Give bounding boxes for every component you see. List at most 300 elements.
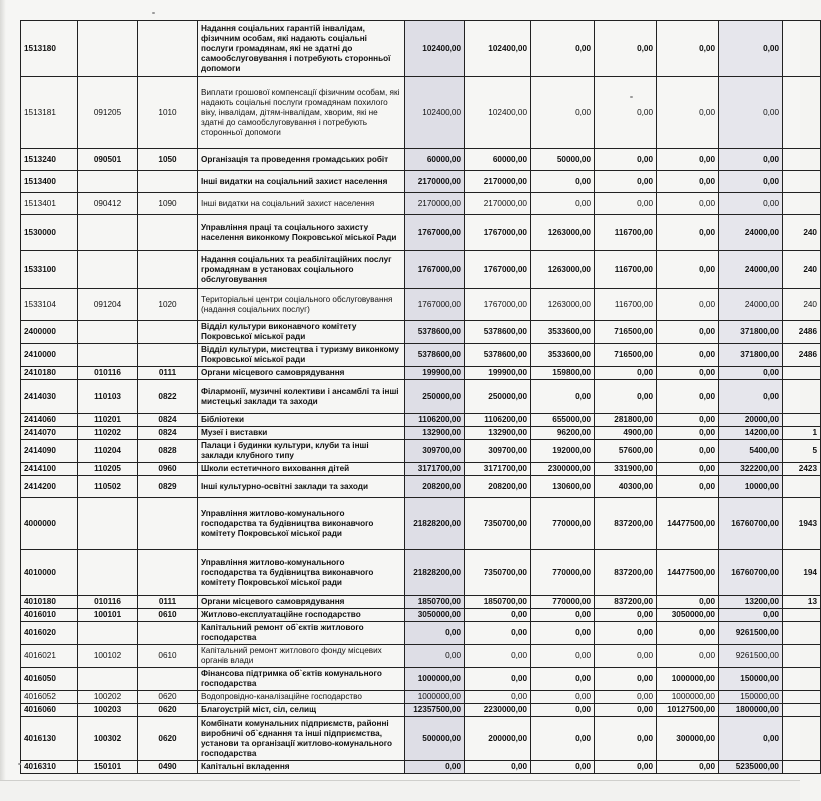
cell-utilities: 57600,00 <box>595 440 657 463</box>
cell-utilities: 0,00 <box>595 609 657 622</box>
cell-salary: 0,00 <box>531 704 595 717</box>
cell-kekv-code: 0960 <box>138 463 198 476</box>
cell-overflow: 240 <box>783 251 821 289</box>
cell-name: Виплати грошової компенсації фізичним особам, які надають соціальні послуги громадянам похилого віку, інвалідам, дітям-інвалідам, хворим, які не здатні до самообслуговування і потребують сторонньої допомоги <box>198 77 405 149</box>
cell-program-code: 2414070 <box>21 427 78 440</box>
cell-name: Фінансова підтримка об`єктів комунального господарства <box>198 668 405 691</box>
cell-overflow <box>783 761 821 774</box>
cell-special-fund: 14200,00 <box>719 427 783 440</box>
cell-kfk-code: 010116 <box>78 596 138 609</box>
cell-general-fund: 1850700,00 <box>465 596 531 609</box>
table-row <box>21 427 821 440</box>
cell-program-code: 4016060 <box>21 704 78 717</box>
cell-program-code: 4016050 <box>21 668 78 691</box>
cell-kfk-code <box>78 321 138 344</box>
cell-development: 0,00 <box>657 596 719 609</box>
cell-salary: 0,00 <box>531 761 595 774</box>
cell-program-code: 1530000 <box>21 215 78 251</box>
cell-salary: 0,00 <box>531 380 595 414</box>
scan-speck <box>152 12 155 14</box>
cell-kekv-code: 0111 <box>138 596 198 609</box>
table-row <box>21 171 821 193</box>
cell-overflow <box>783 704 821 717</box>
cell-total: 2170000,00 <box>405 193 465 215</box>
cell-total: 60000,00 <box>405 149 465 171</box>
cell-kfk-code: 110202 <box>78 427 138 440</box>
cell-development: 0,00 <box>657 463 719 476</box>
cell-overflow <box>783 21 821 77</box>
cell-total: 500000,00 <box>405 717 465 761</box>
cell-overflow <box>783 171 821 193</box>
table-row <box>21 645 821 668</box>
cell-program-code: 4016130 <box>21 717 78 761</box>
cell-overflow: 194 <box>783 550 821 596</box>
cell-kekv-code <box>138 668 198 691</box>
cell-total: 102400,00 <box>405 21 465 77</box>
scan-speck <box>630 96 633 98</box>
table-row <box>21 289 821 321</box>
cell-program-code: 1513240 <box>21 149 78 171</box>
table-row <box>21 77 821 149</box>
cell-general-fund: 0,00 <box>465 668 531 691</box>
cell-program-code: 1513400 <box>21 171 78 193</box>
cell-general-fund: 2170000,00 <box>465 193 531 215</box>
page-bottom-edge <box>0 780 800 801</box>
cell-program-code: 1513180 <box>21 21 78 77</box>
cell-salary: 770000,00 <box>531 596 595 609</box>
cell-total: 5378600,00 <box>405 321 465 344</box>
cell-name: Органи місцевого самоврядування <box>198 367 405 380</box>
cell-utilities: 0,00 <box>595 622 657 645</box>
cell-kfk-code: 100302 <box>78 717 138 761</box>
cell-kfk-code: 100101 <box>78 609 138 622</box>
cell-general-fund: 2230000,00 <box>465 704 531 717</box>
cell-name: Управління житлово-комунального господарства та будівництва виконавчого комітету Покровської міської ради <box>198 498 405 550</box>
cell-kfk-code <box>78 344 138 367</box>
budget-table <box>20 20 821 774</box>
cell-salary: 96200,00 <box>531 427 595 440</box>
cell-total: 102400,00 <box>405 77 465 149</box>
cell-special-fund: 0,00 <box>719 193 783 215</box>
cell-general-fund: 7350700,00 <box>465 498 531 550</box>
cell-development: 0,00 <box>657 77 719 149</box>
cell-kfk-code <box>78 550 138 596</box>
cell-special-fund: 16760700,00 <box>719 498 783 550</box>
cell-overflow <box>783 380 821 414</box>
cell-development: 0,00 <box>657 367 719 380</box>
cell-development: 10127500,00 <box>657 704 719 717</box>
cell-overflow <box>783 691 821 704</box>
table-row <box>21 251 821 289</box>
cell-kfk-code: 150101 <box>78 761 138 774</box>
cell-kekv-code: 0610 <box>138 645 198 668</box>
cell-kfk-code: 110201 <box>78 414 138 427</box>
cell-total: 5378600,00 <box>405 344 465 367</box>
cell-name: Школи естетичного виховання дітей <box>198 463 405 476</box>
cell-program-code: 4016052 <box>21 691 78 704</box>
cell-kekv-code: 0620 <box>138 717 198 761</box>
cell-program-code: 2414100 <box>21 463 78 476</box>
cell-total: 1000000,00 <box>405 691 465 704</box>
cell-salary: 0,00 <box>531 193 595 215</box>
cell-overflow <box>783 645 821 668</box>
cell-salary: 0,00 <box>531 21 595 77</box>
cell-utilities: 0,00 <box>595 149 657 171</box>
cell-total: 3171700,00 <box>405 463 465 476</box>
cell-special-fund: 322200,00 <box>719 463 783 476</box>
cell-development: 1000000,00 <box>657 691 719 704</box>
cell-total: 1000000,00 <box>405 668 465 691</box>
cell-salary: 1263000,00 <box>531 251 595 289</box>
table-row <box>21 550 821 596</box>
cell-salary: 0,00 <box>531 77 595 149</box>
cell-general-fund: 7350700,00 <box>465 550 531 596</box>
cell-kekv-code <box>138 215 198 251</box>
cell-salary: 130600,00 <box>531 476 595 498</box>
cell-kfk-code: 090412 <box>78 193 138 215</box>
table-row <box>21 193 821 215</box>
cell-salary: 770000,00 <box>531 550 595 596</box>
cell-development: 0,00 <box>657 344 719 367</box>
cell-utilities: 116700,00 <box>595 289 657 321</box>
cell-name: Капітальний ремонт об`єктів житлового господарства <box>198 622 405 645</box>
cell-total: 3050000,00 <box>405 609 465 622</box>
cell-kfk-code <box>78 498 138 550</box>
cell-overflow <box>783 367 821 380</box>
cell-overflow <box>783 476 821 498</box>
cell-special-fund: 0,00 <box>719 149 783 171</box>
cell-name: Інші видатки на соціальний захист населення <box>198 193 405 215</box>
cell-general-fund: 0,00 <box>465 761 531 774</box>
table-row <box>21 344 821 367</box>
cell-program-code: 1513401 <box>21 193 78 215</box>
cell-total: 309700,00 <box>405 440 465 463</box>
cell-utilities: 0,00 <box>595 645 657 668</box>
table-row <box>21 21 821 77</box>
cell-overflow: 2486 <box>783 344 821 367</box>
cell-program-code: 4016010 <box>21 609 78 622</box>
cell-overflow <box>783 622 821 645</box>
budget-table-body <box>21 21 821 774</box>
cell-total: 0,00 <box>405 761 465 774</box>
cell-total: 1767000,00 <box>405 251 465 289</box>
cell-overflow: 1 <box>783 427 821 440</box>
cell-development: 14477500,00 <box>657 550 719 596</box>
cell-overflow <box>783 414 821 427</box>
table-row <box>21 215 821 251</box>
cell-kekv-code: 0620 <box>138 691 198 704</box>
cell-kfk-code: 091204 <box>78 289 138 321</box>
scan-speck <box>18 763 21 765</box>
cell-salary: 0,00 <box>531 691 595 704</box>
cell-utilities: 716500,00 <box>595 321 657 344</box>
cell-special-fund: 13200,00 <box>719 596 783 609</box>
cell-total: 199900,00 <box>405 367 465 380</box>
cell-kfk-code: 090501 <box>78 149 138 171</box>
cell-name: Бібліотеки <box>198 414 405 427</box>
cell-total: 2170000,00 <box>405 171 465 193</box>
cell-general-fund: 199900,00 <box>465 367 531 380</box>
cell-program-code: 1533104 <box>21 289 78 321</box>
cell-name: Відділ культури, мистецтва і туризму виконкому Покровської міської ради <box>198 344 405 367</box>
cell-kfk-code: 110204 <box>78 440 138 463</box>
cell-salary: 159800,00 <box>531 367 595 380</box>
cell-utilities: 0,00 <box>595 367 657 380</box>
cell-kekv-code <box>138 21 198 77</box>
cell-kekv-code <box>138 498 198 550</box>
table-row <box>21 668 821 691</box>
cell-name: Управління житлово-комунального господарства та будівництва виконавчого комітету Покровської міської ради <box>198 550 405 596</box>
cell-utilities: 0,00 <box>595 717 657 761</box>
cell-development: 0,00 <box>657 427 719 440</box>
cell-development: 0,00 <box>657 380 719 414</box>
cell-special-fund: 371800,00 <box>719 321 783 344</box>
cell-salary: 1263000,00 <box>531 215 595 251</box>
cell-development: 0,00 <box>657 215 719 251</box>
cell-utilities: 0,00 <box>595 21 657 77</box>
cell-special-fund: 0,00 <box>719 367 783 380</box>
cell-kekv-code: 1010 <box>138 77 198 149</box>
cell-total: 1767000,00 <box>405 289 465 321</box>
cell-utilities: 331900,00 <box>595 463 657 476</box>
cell-overflow <box>783 717 821 761</box>
cell-program-code: 2414030 <box>21 380 78 414</box>
cell-name: Музеї і виставки <box>198 427 405 440</box>
cell-utilities: 0,00 <box>595 704 657 717</box>
cell-special-fund: 5235000,00 <box>719 761 783 774</box>
cell-utilities: 0,00 <box>595 77 657 149</box>
cell-total: 1850700,00 <box>405 596 465 609</box>
cell-name: Територіальні центри соціального обслуговування (надання соціальних послуг) <box>198 289 405 321</box>
cell-name: Органи місцевого самоврядування <box>198 596 405 609</box>
cell-development: 0,00 <box>657 440 719 463</box>
table-row <box>21 414 821 427</box>
cell-program-code: 2414200 <box>21 476 78 498</box>
cell-general-fund: 0,00 <box>465 622 531 645</box>
cell-special-fund: 20000,00 <box>719 414 783 427</box>
cell-development: 0,00 <box>657 21 719 77</box>
cell-utilities: 0,00 <box>595 691 657 704</box>
cell-program-code: 2414060 <box>21 414 78 427</box>
cell-name: Капітальний ремонт житлового фонду місцевих органів влади <box>198 645 405 668</box>
cell-kekv-code: 1020 <box>138 289 198 321</box>
cell-general-fund: 200000,00 <box>465 717 531 761</box>
cell-general-fund: 0,00 <box>465 691 531 704</box>
cell-special-fund: 0,00 <box>719 171 783 193</box>
cell-general-fund: 208200,00 <box>465 476 531 498</box>
cell-kekv-code: 0620 <box>138 704 198 717</box>
cell-kekv-code: 1090 <box>138 193 198 215</box>
cell-total: 0,00 <box>405 645 465 668</box>
cell-program-code: 4016020 <box>21 622 78 645</box>
table-row <box>21 622 821 645</box>
cell-kfk-code: 010116 <box>78 367 138 380</box>
cell-kekv-code: 0490 <box>138 761 198 774</box>
cell-overflow: 2486 <box>783 321 821 344</box>
cell-overflow: 1943 <box>783 498 821 550</box>
cell-kekv-code <box>138 321 198 344</box>
cell-general-fund: 1106200,00 <box>465 414 531 427</box>
cell-special-fund: 24000,00 <box>719 251 783 289</box>
cell-general-fund: 132900,00 <box>465 427 531 440</box>
cell-utilities: 0,00 <box>595 668 657 691</box>
cell-salary: 3533600,00 <box>531 321 595 344</box>
cell-special-fund: 1800000,00 <box>719 704 783 717</box>
cell-special-fund: 16760700,00 <box>719 550 783 596</box>
cell-utilities: 116700,00 <box>595 215 657 251</box>
cell-development: 0,00 <box>657 761 719 774</box>
cell-special-fund: 5400,00 <box>719 440 783 463</box>
cell-development: 0,00 <box>657 149 719 171</box>
cell-general-fund: 0,00 <box>465 645 531 668</box>
cell-overflow <box>783 77 821 149</box>
cell-utilities: 0,00 <box>595 171 657 193</box>
cell-kekv-code: 0822 <box>138 380 198 414</box>
table-row <box>21 498 821 550</box>
table-row <box>21 596 821 609</box>
cell-total: 21828200,00 <box>405 550 465 596</box>
cell-special-fund: 0,00 <box>719 609 783 622</box>
cell-kekv-code: 0829 <box>138 476 198 498</box>
cell-program-code: 2410000 <box>21 344 78 367</box>
cell-salary: 0,00 <box>531 609 595 622</box>
cell-special-fund: 24000,00 <box>719 289 783 321</box>
cell-salary: 0,00 <box>531 622 595 645</box>
cell-development: 300000,00 <box>657 717 719 761</box>
cell-utilities: 40300,00 <box>595 476 657 498</box>
cell-general-fund: 102400,00 <box>465 77 531 149</box>
cell-development: 0,00 <box>657 289 719 321</box>
cell-kfk-code: 110103 <box>78 380 138 414</box>
cell-salary: 3533600,00 <box>531 344 595 367</box>
cell-development: 14477500,00 <box>657 498 719 550</box>
cell-special-fund: 150000,00 <box>719 668 783 691</box>
cell-name: Водопровідно-каналізаційне господарство <box>198 691 405 704</box>
cell-total: 1106200,00 <box>405 414 465 427</box>
table-row <box>21 440 821 463</box>
cell-general-fund: 3171700,00 <box>465 463 531 476</box>
cell-total: 12357500,00 <box>405 704 465 717</box>
cell-name: Капітальні вкладення <box>198 761 405 774</box>
cell-special-fund: 0,00 <box>719 21 783 77</box>
cell-program-code: 2414090 <box>21 440 78 463</box>
cell-program-code: 4016021 <box>21 645 78 668</box>
table-row <box>21 691 821 704</box>
cell-kfk-code <box>78 668 138 691</box>
cell-kfk-code <box>78 251 138 289</box>
cell-special-fund: 0,00 <box>719 380 783 414</box>
cell-utilities: 837200,00 <box>595 596 657 609</box>
cell-name: Благоустрій міст, сіл, селищ <box>198 704 405 717</box>
cell-program-code: 1513181 <box>21 77 78 149</box>
cell-development: 0,00 <box>657 622 719 645</box>
table-row <box>21 476 821 498</box>
cell-general-fund: 250000,00 <box>465 380 531 414</box>
cell-salary: 655000,00 <box>531 414 595 427</box>
cell-special-fund: 150000,00 <box>719 691 783 704</box>
cell-kekv-code: 0111 <box>138 367 198 380</box>
cell-kekv-code <box>138 344 198 367</box>
table-row <box>21 380 821 414</box>
cell-name: Інші видатки на соціальний захист населення <box>198 171 405 193</box>
cell-kekv-code: 0824 <box>138 427 198 440</box>
cell-general-fund: 5378600,00 <box>465 321 531 344</box>
cell-kfk-code: 100102 <box>78 645 138 668</box>
cell-development: 0,00 <box>657 251 719 289</box>
cell-salary: 0,00 <box>531 645 595 668</box>
cell-utilities: 716500,00 <box>595 344 657 367</box>
cell-name: Філармонії, музичні колективи і ансамблі та інші мистецькі заклади та заходи <box>198 380 405 414</box>
cell-kfk-code <box>78 171 138 193</box>
cell-development: 3050000,00 <box>657 609 719 622</box>
cell-kfk-code: 091205 <box>78 77 138 149</box>
cell-general-fund: 5378600,00 <box>465 344 531 367</box>
table-row <box>21 367 821 380</box>
cell-total: 1767000,00 <box>405 215 465 251</box>
table-row <box>21 717 821 761</box>
cell-special-fund: 10000,00 <box>719 476 783 498</box>
cell-development: 1000000,00 <box>657 668 719 691</box>
table-row <box>21 761 821 774</box>
cell-general-fund: 1767000,00 <box>465 215 531 251</box>
cell-name: Комбінати комунальних підприємств, районні виробничі об`єднання та інші підприємства, установи та організації житлово-комунального господарства <box>198 717 405 761</box>
cell-name: Палаци і будинки культури, клуби та інші заклади клубного типу <box>198 440 405 463</box>
cell-kfk-code: 110205 <box>78 463 138 476</box>
cell-salary: 1263000,00 <box>531 289 595 321</box>
cell-utilities: 116700,00 <box>595 251 657 289</box>
cell-program-code: 2410180 <box>21 367 78 380</box>
cell-salary: 770000,00 <box>531 498 595 550</box>
scan-edge <box>0 0 6 800</box>
cell-overflow: 13 <box>783 596 821 609</box>
cell-kekv-code <box>138 171 198 193</box>
cell-general-fund: 1767000,00 <box>465 251 531 289</box>
cell-special-fund: 9261500,00 <box>719 645 783 668</box>
cell-kekv-code: 0824 <box>138 414 198 427</box>
cell-development: 0,00 <box>657 414 719 427</box>
table-row <box>21 149 821 171</box>
cell-name: Житлово-експлуатаційне господарство <box>198 609 405 622</box>
cell-salary: 0,00 <box>531 171 595 193</box>
cell-special-fund: 371800,00 <box>719 344 783 367</box>
cell-kfk-code: 100203 <box>78 704 138 717</box>
cell-salary: 50000,00 <box>531 149 595 171</box>
cell-overflow <box>783 193 821 215</box>
cell-kfk-code <box>78 21 138 77</box>
cell-kekv-code <box>138 251 198 289</box>
cell-general-fund: 1767000,00 <box>465 289 531 321</box>
cell-kekv-code <box>138 550 198 596</box>
cell-general-fund: 2170000,00 <box>465 171 531 193</box>
cell-kekv-code: 1050 <box>138 149 198 171</box>
cell-program-code: 2400000 <box>21 321 78 344</box>
cell-general-fund: 102400,00 <box>465 21 531 77</box>
cell-development: 0,00 <box>657 321 719 344</box>
table-row <box>21 609 821 622</box>
cell-salary: 0,00 <box>531 668 595 691</box>
cell-name: Організація та проведення громадських робіт <box>198 149 405 171</box>
cell-total: 250000,00 <box>405 380 465 414</box>
cell-total: 0,00 <box>405 622 465 645</box>
cell-utilities: 0,00 <box>595 380 657 414</box>
cell-overflow: 2423 <box>783 463 821 476</box>
cell-kfk-code <box>78 622 138 645</box>
cell-kekv-code: 0610 <box>138 609 198 622</box>
cell-overflow: 5 <box>783 440 821 463</box>
cell-development: 0,00 <box>657 645 719 668</box>
cell-program-code: 4000000 <box>21 498 78 550</box>
cell-special-fund: 0,00 <box>719 717 783 761</box>
